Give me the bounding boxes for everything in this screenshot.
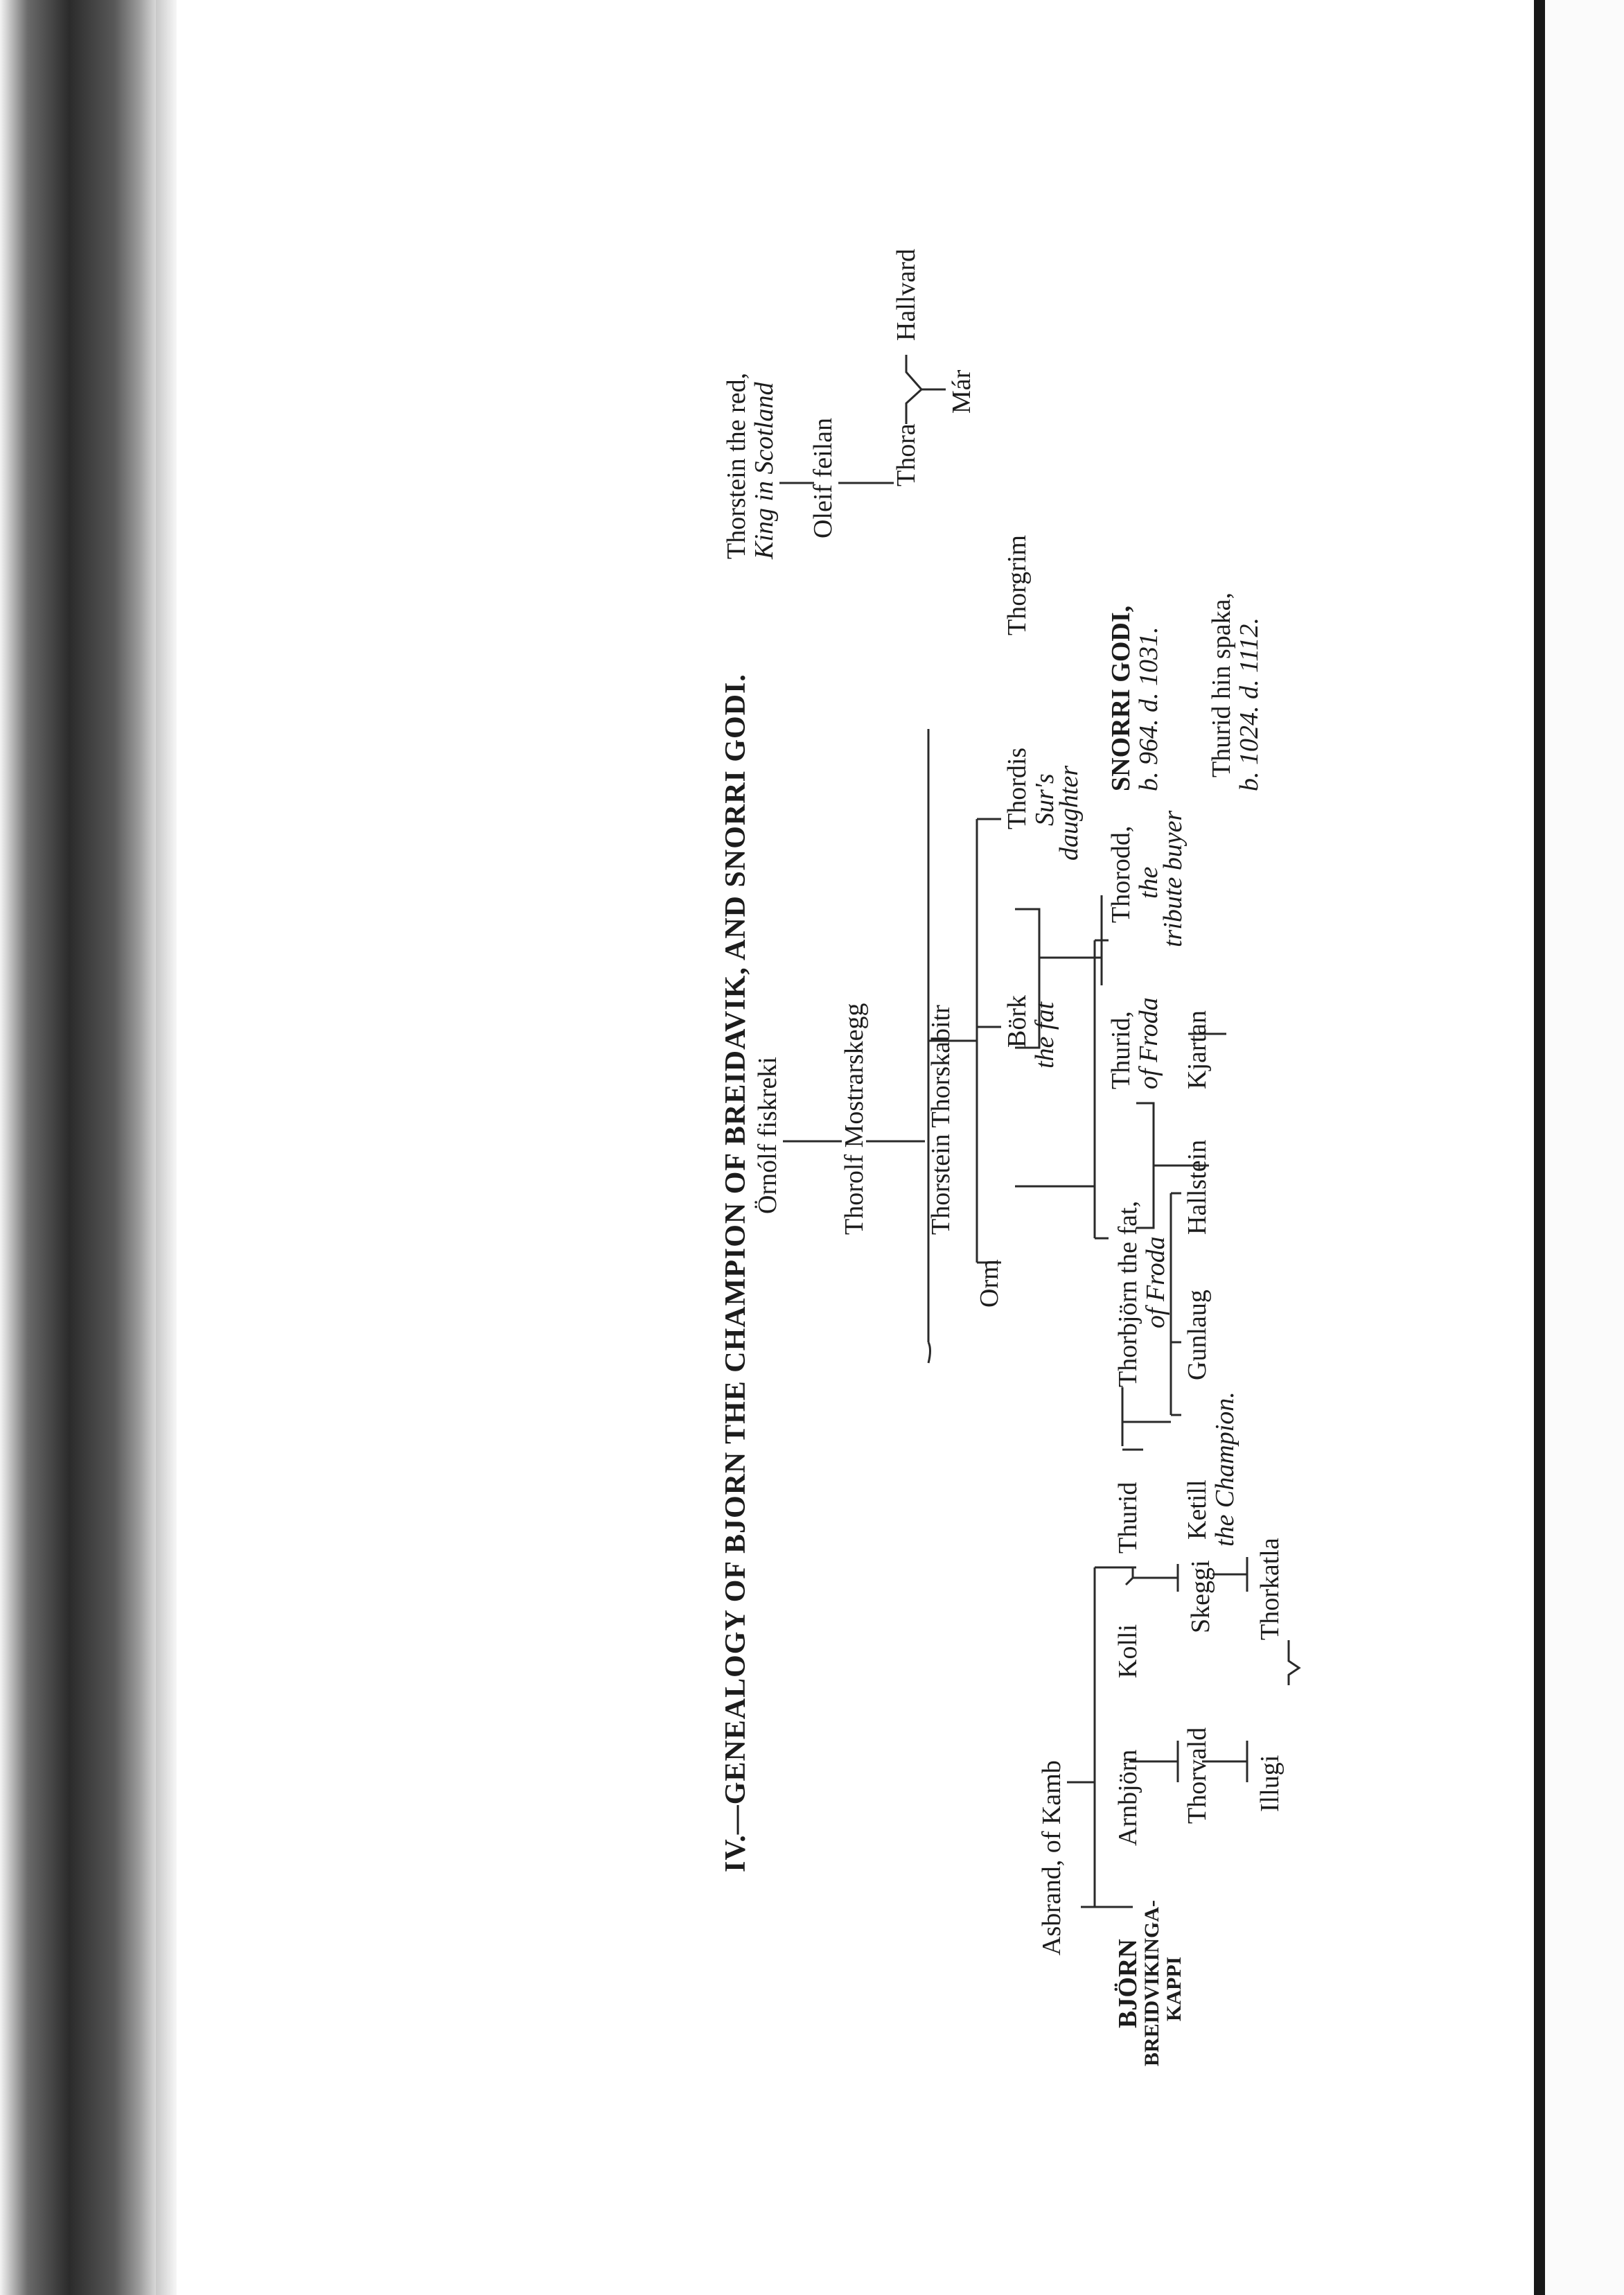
person-thorvald: Thorvald (1183, 1727, 1212, 1824)
person-bjorn-line1: BJÖRN (1113, 1939, 1142, 2028)
person-snorri-line2: b. 964. d. 1031. (1134, 626, 1163, 791)
person-thurid-froda-line1: Thurid, (1106, 1011, 1136, 1089)
person-arnbjorn: Arnbjörn (1113, 1749, 1142, 1846)
person-hallvard: Hallvard (892, 249, 921, 341)
person-labels (722, 249, 1285, 2066)
person-ketill-line1: Ketill (1183, 1479, 1212, 1540)
person-orm: Orm (975, 1259, 1004, 1308)
person-skeggi: Skeggi (1186, 1560, 1215, 1633)
person-thordis-line2: Sur's (1030, 773, 1059, 826)
person-thorkatla: Thorkatla (1255, 1538, 1285, 1640)
person-thorstein-thorskabitr: Thorstein Thorskabitr (926, 1005, 955, 1235)
person-gunlaug: Gunlaug (1183, 1290, 1212, 1380)
person-oleif: Oleif feilan (809, 417, 838, 538)
person-hallstein: Hallstein (1183, 1139, 1212, 1235)
person-thorstein-red-line2: King in Scotland (750, 382, 779, 559)
person-asbrand: Asbrand, of Kamb (1037, 1760, 1066, 1955)
person-thora: Thora (892, 423, 921, 486)
person-thorstein-red-line1: Thorstein the red, (722, 372, 751, 559)
person-bjorn-line3: KAPPI (1163, 1956, 1185, 2021)
person-thorbjorn-line1: Thorbjörn the fat, (1113, 1200, 1142, 1387)
person-thorodd-line1: Thorodd, (1106, 825, 1136, 923)
person-bork-line2: the fat (1030, 1001, 1059, 1069)
person-ornolf: Örnólf fiskreki (753, 1057, 782, 1214)
person-thorodd-line3: tribute buyer (1158, 810, 1188, 947)
person-snorri-line1: SNORRI GODI, (1106, 605, 1136, 791)
person-illugi: Illugi (1255, 1755, 1285, 1812)
person-thorgrim: Thorgrim (1003, 535, 1032, 635)
diagram-title: IV.—GENEALOGY OF BJORN THE CHAMPION OF BREIDAVIK, AND SNORRI GODI. (720, 674, 752, 1872)
person-kolli: Kolli (1113, 1624, 1142, 1678)
person-thorbjorn-line2: of Froda (1141, 1236, 1170, 1328)
person-kjartan: Kjartan (1183, 1010, 1212, 1089)
person-thordis-line1: Thordis (1003, 747, 1032, 829)
person-thorolf: Thorolf Mostrarskegg (840, 1003, 869, 1235)
person-bjorn-line2: BREIDVIKINGA- (1140, 1899, 1163, 2066)
person-thurid-froda-line2: of Froda (1134, 997, 1163, 1089)
person-bork-line1: Börk (1003, 995, 1032, 1048)
person-thurid-spaka-line1: Thurid hin spaka, (1207, 592, 1236, 777)
person-thurid-spaka-line2: b. 1024. d. 1112. (1235, 617, 1264, 791)
person-thordis-line3: daughter (1054, 765, 1084, 861)
genealogy-tree (720, 249, 1299, 2066)
person-ketill-line2: the Champion. (1210, 1391, 1239, 1547)
person-thorodd-line2: the (1134, 866, 1163, 899)
person-mar: Már (947, 369, 976, 414)
person-thurid: Thurid (1113, 1481, 1142, 1554)
